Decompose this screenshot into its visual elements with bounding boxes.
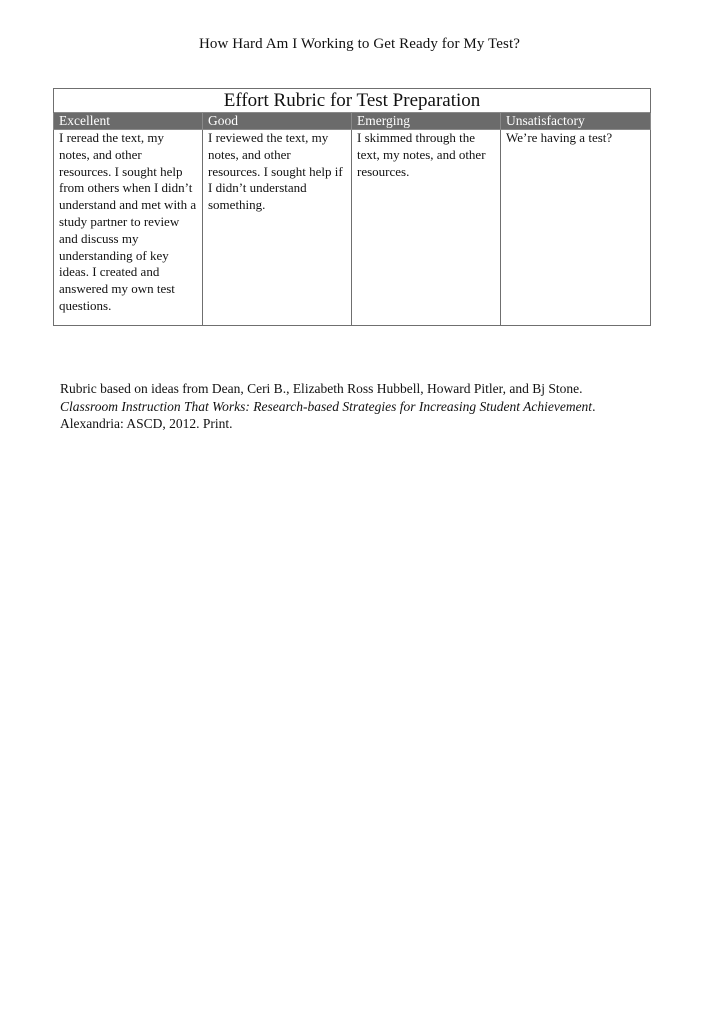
- rubric-title: Effort Rubric for Test Preparation: [54, 89, 651, 113]
- citation-book-title: Classroom Instruction That Works: Research-based Strategies for Increasing Student Achievement: [60, 398, 593, 414]
- description-emerging: I skimmed through the text, my notes, and other resources.: [352, 130, 501, 326]
- rubric-level-header-row: [54, 113, 651, 130]
- level-excellent: Excellent: [54, 113, 203, 130]
- level-unsatisfactory: Unsatisfactory: [501, 113, 651, 130]
- citation-book-line: [60, 398, 700, 416]
- description-unsatisfactory: We’re having a test?: [501, 130, 651, 326]
- level-emerging: Emerging: [352, 113, 501, 130]
- citation-publisher: Alexandria: ASCD, 2012. Print.: [60, 416, 233, 431]
- description-good: I reviewed the text, my notes, and other resources. I sought help if I didn’t understand something.: [203, 130, 352, 326]
- citation: [60, 380, 700, 433]
- citation-authors: Rubric based on ideas from Dean, Ceri B., Elizabeth Ross Hubbell, Howard Pitler, and Bj Stone.: [60, 381, 583, 396]
- citation-book-title-suffix: .: [592, 398, 596, 414]
- page-heading: How Hard Am I Working to Get Ready for My Test?: [198, 36, 520, 52]
- effort-rubric-table: [53, 88, 651, 326]
- description-excellent: I reread the text, my notes, and other resources. I sought help from others when I didn’t understand and met with a study partner to review and discuss my understanding of key ideas. I created and answered my own test questions.: [54, 130, 203, 326]
- rubric-description-row: [54, 130, 651, 326]
- level-good: Good: [203, 113, 352, 130]
